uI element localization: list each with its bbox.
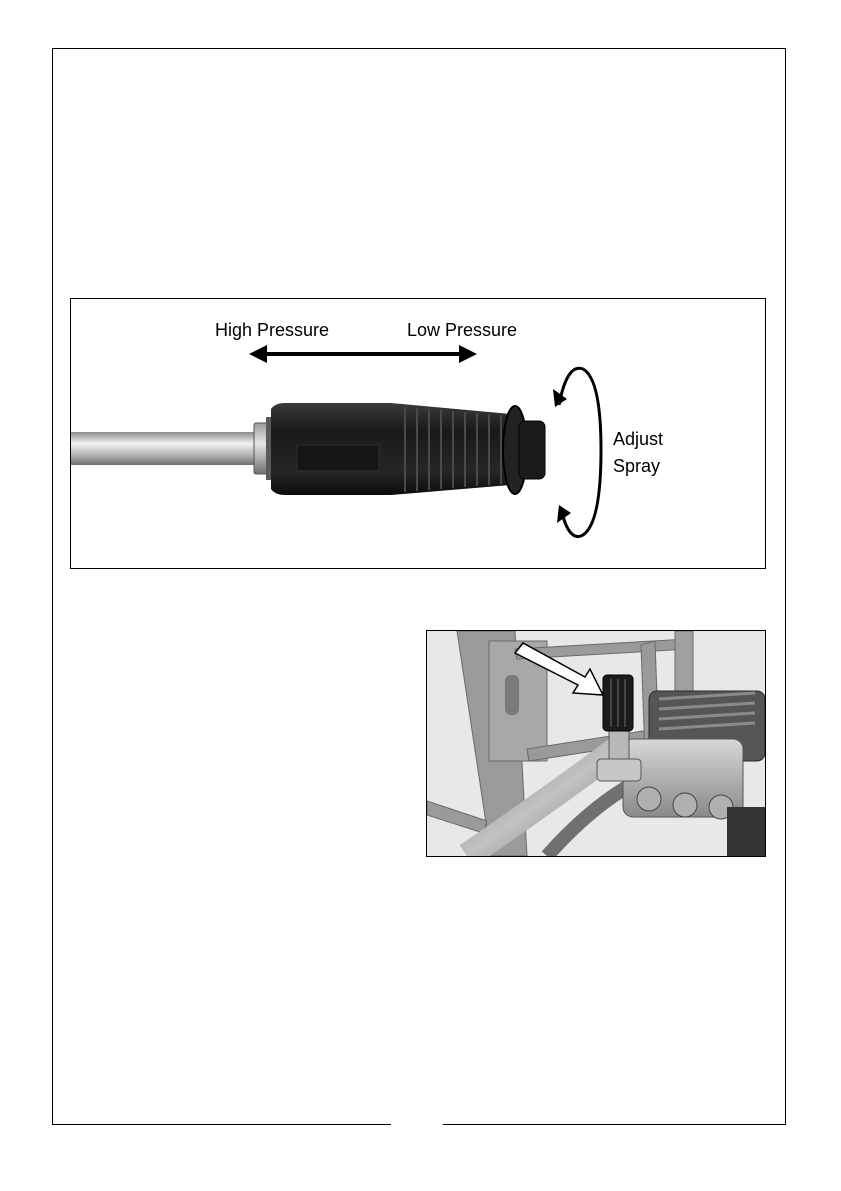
valve-body	[597, 759, 641, 781]
lance-nozzle-figure	[70, 298, 766, 569]
page-frame	[52, 48, 786, 1124]
lance-tube	[71, 432, 257, 465]
low-pressure-label: Low Pressure	[407, 320, 518, 340]
adjust-label: Adjust	[613, 429, 664, 449]
bottom-rule	[52, 1124, 391, 1125]
pressure-valve-figure	[426, 630, 766, 857]
nozzle-tip	[519, 421, 545, 479]
high-pressure-label: High Pressure	[215, 320, 330, 340]
spray-label: Spray	[613, 456, 661, 476]
pressure-direction-arrow	[249, 345, 477, 363]
lance-nut	[254, 423, 268, 474]
bottom-rule	[443, 1124, 786, 1125]
pressure-valve-illustration	[427, 631, 765, 856]
